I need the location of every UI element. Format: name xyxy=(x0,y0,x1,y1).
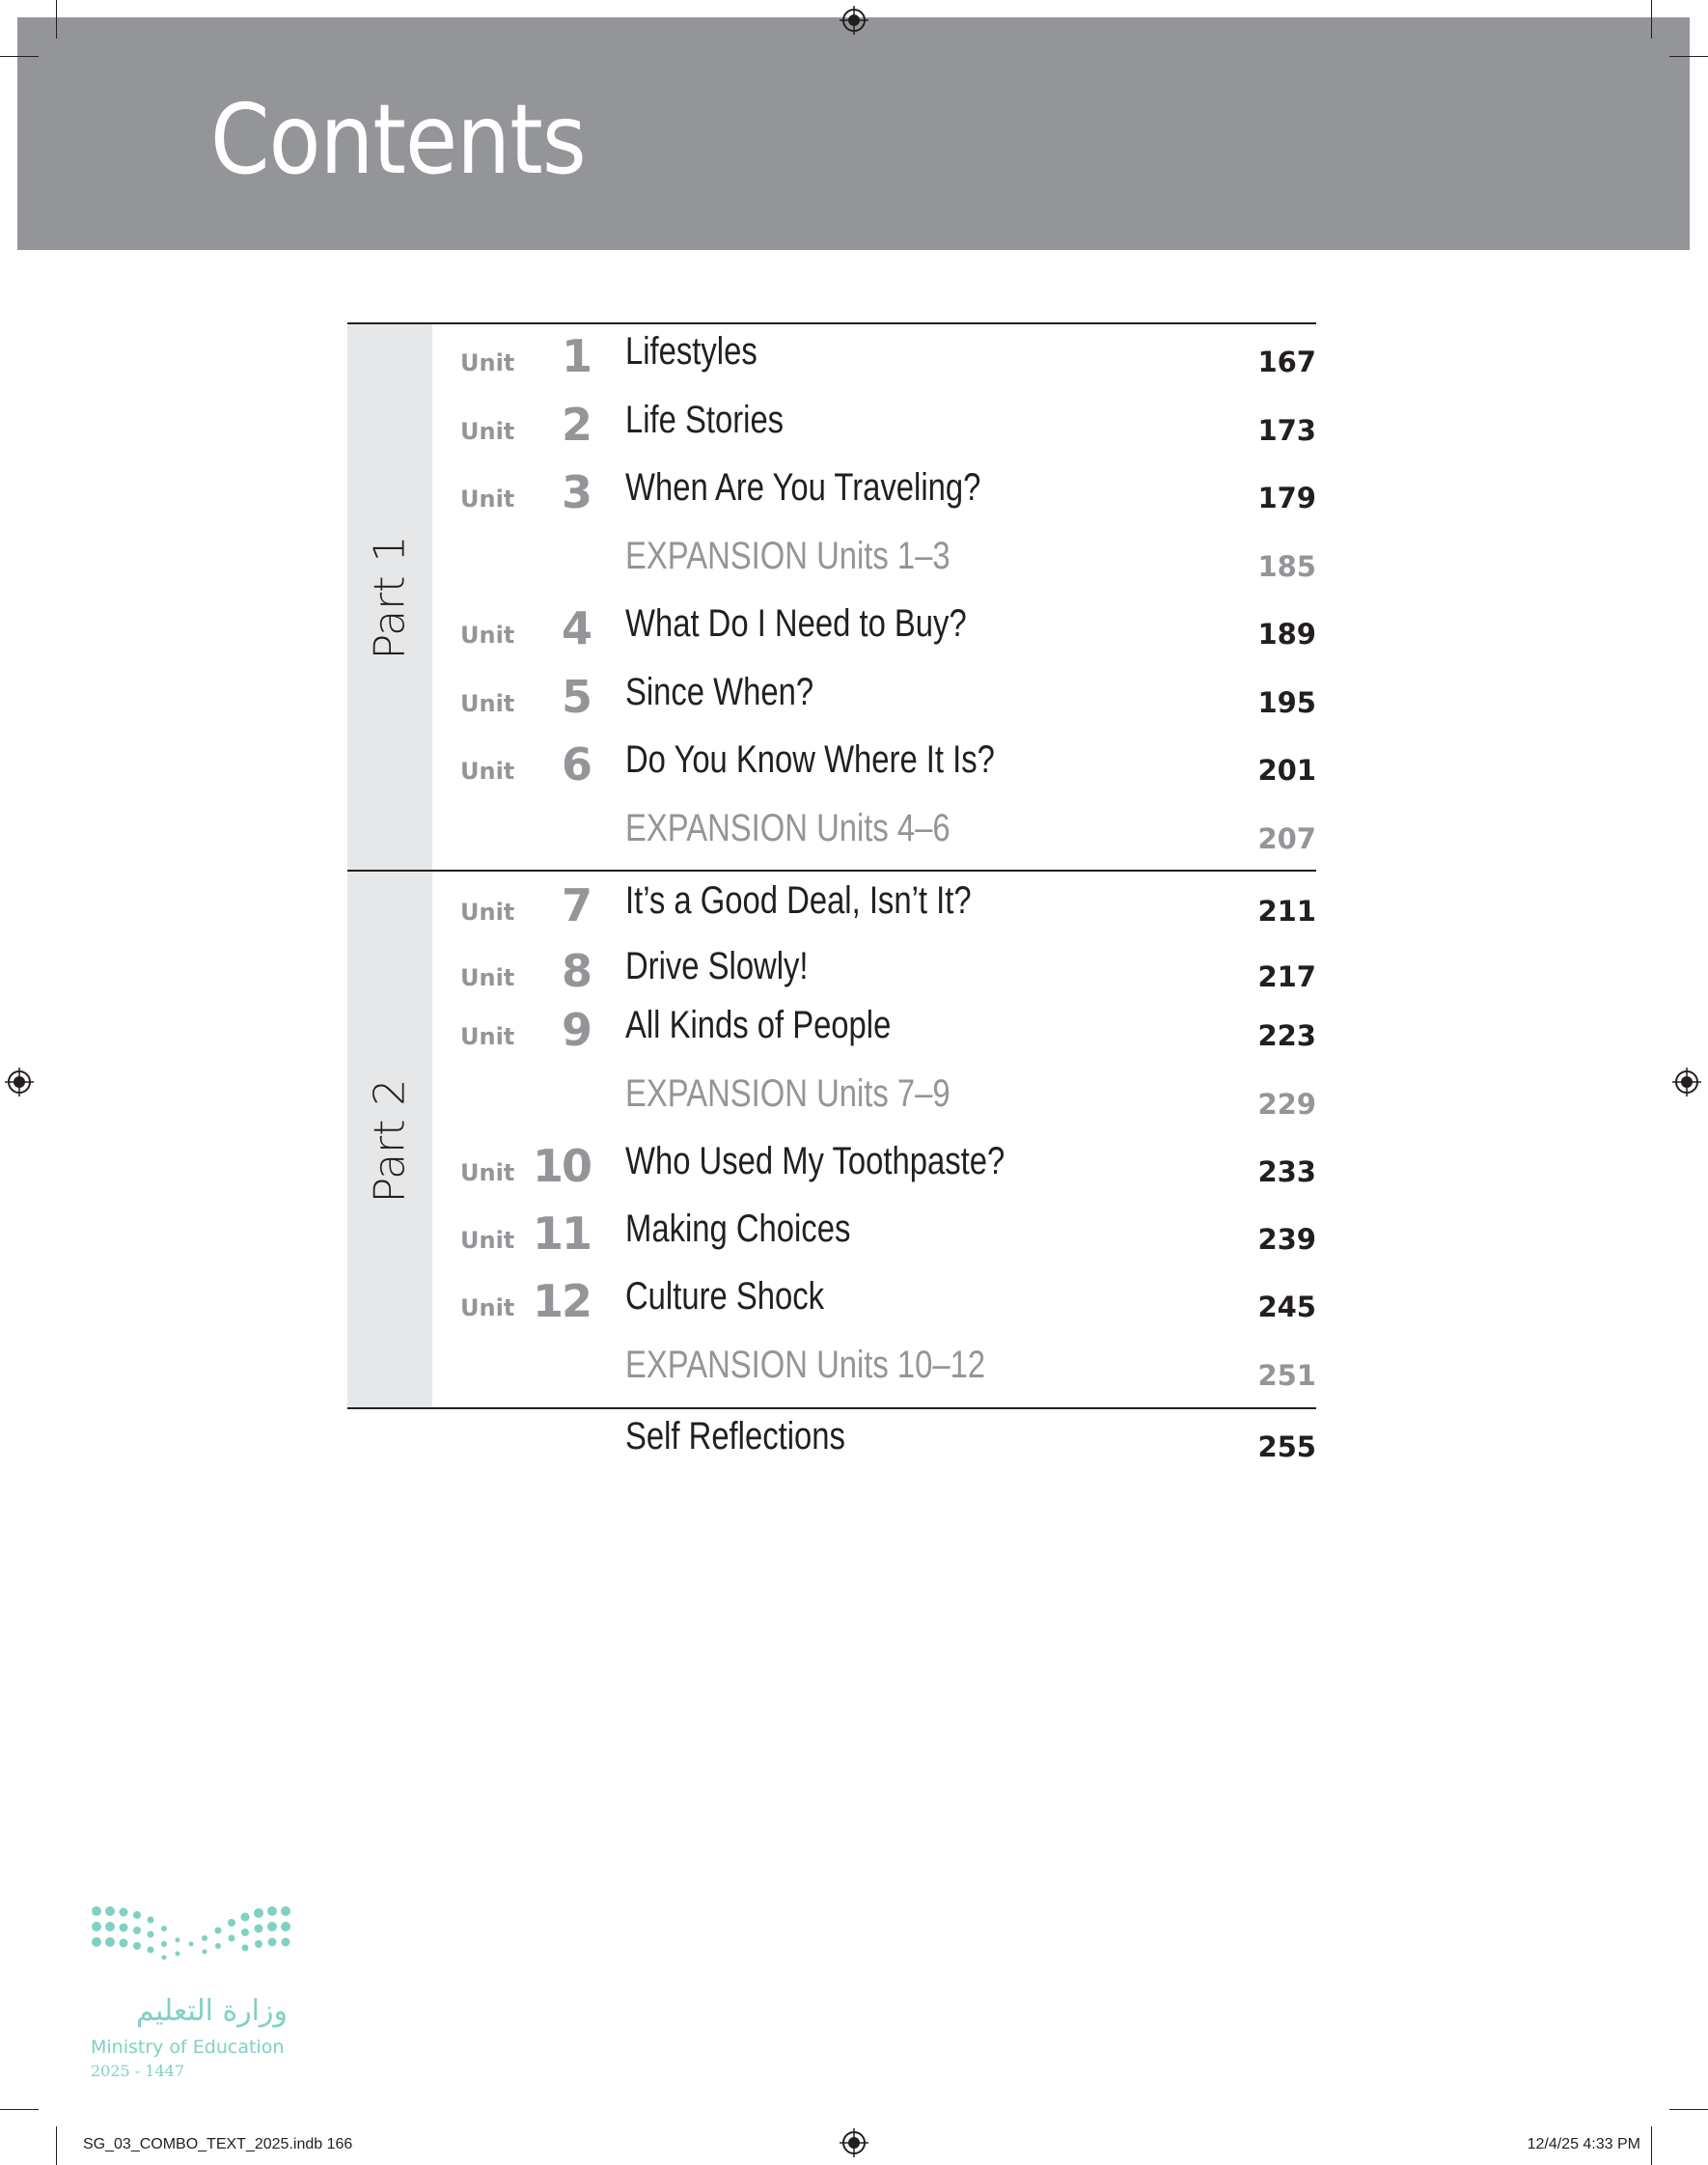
unit-label: Unit xyxy=(460,418,515,445)
unit-number: 5 xyxy=(561,671,591,723)
toc-row[interactable] xyxy=(347,733,1316,801)
toc-entry-title: Lifestyles xyxy=(625,330,758,373)
unit-number: 11 xyxy=(532,1207,591,1260)
crop-mark xyxy=(1651,2126,1652,2165)
registration-mark-icon xyxy=(840,2128,868,2157)
toc-page-number: 251 xyxy=(1257,1359,1316,1392)
toc-entry-title: EXPANSION Units 10–12 xyxy=(625,1344,986,1386)
registration-mark-icon xyxy=(1672,1068,1701,1096)
unit-label: Unit xyxy=(460,1023,515,1050)
toc-entry-title: Making Choices xyxy=(625,1207,851,1250)
ministry-logo xyxy=(89,1901,301,2085)
toc-entry-title: Since When? xyxy=(625,671,814,713)
toc-entry-title: When Are You Traveling? xyxy=(625,466,981,509)
toc-row[interactable] xyxy=(347,1269,1316,1338)
toc-page-number: 189 xyxy=(1257,618,1316,651)
crop-mark xyxy=(1669,2109,1708,2110)
toc-row[interactable] xyxy=(347,1067,1316,1135)
page-title: Contents xyxy=(210,83,586,196)
unit-label: Unit xyxy=(460,690,515,717)
crop-mark xyxy=(56,2126,57,2165)
toc-page-number: 233 xyxy=(1257,1155,1316,1188)
toc-entry-title: Do You Know Where It Is? xyxy=(625,738,995,781)
toc-row[interactable] xyxy=(347,460,1316,529)
toc-row[interactable] xyxy=(347,1134,1316,1203)
toc-page-number: 223 xyxy=(1257,1019,1316,1052)
toc-row[interactable] xyxy=(347,874,1316,942)
unit-label: Unit xyxy=(460,758,515,785)
crop-mark xyxy=(1669,56,1708,57)
unit-number: 9 xyxy=(561,1004,591,1056)
unit-number: 2 xyxy=(561,399,591,451)
toc-row[interactable] xyxy=(347,1202,1316,1270)
toc-row[interactable] xyxy=(347,324,1316,393)
toc-entry-title: EXPANSION Units 1–3 xyxy=(625,535,950,577)
logo-year: 2025 - 1447 xyxy=(91,2062,185,2080)
toc-page-number: 173 xyxy=(1257,414,1316,447)
footer-date-slug: 12/4/25 4:33 PM xyxy=(1527,2136,1640,2152)
unit-number: 6 xyxy=(561,738,591,791)
toc-page-number: 217 xyxy=(1257,960,1316,993)
unit-label: Unit xyxy=(460,1227,515,1254)
unit-number: 8 xyxy=(561,945,591,997)
toc-entry-title: EXPANSION Units 4–6 xyxy=(625,807,950,849)
unit-label: Unit xyxy=(460,964,515,991)
toc-page-number: 255 xyxy=(1257,1430,1316,1463)
crop-mark xyxy=(56,0,57,39)
toc-page-number: 167 xyxy=(1257,346,1316,378)
registration-mark-icon xyxy=(5,1068,34,1096)
toc-page-number: 201 xyxy=(1257,754,1316,787)
part-2-section xyxy=(347,872,1316,1409)
unit-number: 3 xyxy=(561,466,591,518)
crop-mark xyxy=(0,2109,39,2110)
toc-row[interactable] xyxy=(347,393,1316,461)
unit-number: 4 xyxy=(561,602,591,654)
logo-english-text: Ministry of Education xyxy=(91,2037,285,2058)
registration-mark-icon xyxy=(840,6,868,35)
unit-number: 12 xyxy=(532,1275,591,1327)
toc-page-number: 245 xyxy=(1257,1291,1316,1323)
unit-number: 10 xyxy=(532,1140,591,1192)
unit-label: Unit xyxy=(460,1159,515,1186)
toc-entry-title: Drive Slowly! xyxy=(625,945,809,987)
toc-entry-title: Life Stories xyxy=(625,399,785,441)
toc-row[interactable] xyxy=(347,801,1316,870)
toc-entry-title: Culture Shock xyxy=(625,1275,825,1318)
toc-page-number: 195 xyxy=(1257,686,1316,719)
toc-page-number: 185 xyxy=(1257,550,1316,583)
toc-page-number: 211 xyxy=(1257,895,1316,928)
toc-page-number: 179 xyxy=(1257,482,1316,514)
toc-row[interactable] xyxy=(347,1338,1316,1406)
toc-row-self-reflections[interactable] xyxy=(347,1409,1316,1478)
toc-entry-title: EXPANSION Units 7–9 xyxy=(625,1072,950,1115)
toc-page-number: 239 xyxy=(1257,1223,1316,1256)
toc-entry-title: It’s a Good Deal, Isn’t It? xyxy=(625,879,972,922)
unit-label: Unit xyxy=(460,486,515,513)
unit-label: Unit xyxy=(460,1294,515,1321)
toc-entry-title: All Kinds of People xyxy=(625,1004,892,1046)
toc-row[interactable] xyxy=(347,665,1316,734)
crop-mark xyxy=(1651,0,1652,39)
unit-number: 1 xyxy=(561,330,591,382)
toc-row[interactable] xyxy=(347,597,1316,665)
unit-label: Unit xyxy=(460,899,515,926)
toc-page-number: 229 xyxy=(1257,1088,1316,1121)
toc-row[interactable] xyxy=(347,998,1316,1067)
part-label: Part 2 xyxy=(365,1078,415,1203)
part-1-section xyxy=(347,324,1316,871)
toc-entry-title: Who Used My Toothpaste? xyxy=(625,1140,1006,1182)
toc-entry-title: Self Reflections xyxy=(625,1415,845,1457)
logo-dots-icon xyxy=(89,1901,291,1979)
logo-arabic-text: وزارة التعليم xyxy=(135,1994,288,2028)
unit-number: 7 xyxy=(561,879,591,931)
footer-file-slug: SG_03_COMBO_TEXT_2025.indb 166 xyxy=(83,2136,353,2152)
unit-label: Unit xyxy=(460,349,515,376)
toc-row[interactable] xyxy=(347,529,1316,597)
part-label: Part 1 xyxy=(365,535,415,660)
unit-label: Unit xyxy=(460,622,515,649)
toc-entry-title: What Do I Need to Buy? xyxy=(625,602,967,645)
crop-mark xyxy=(0,56,39,57)
toc-page-number: 207 xyxy=(1257,822,1316,855)
